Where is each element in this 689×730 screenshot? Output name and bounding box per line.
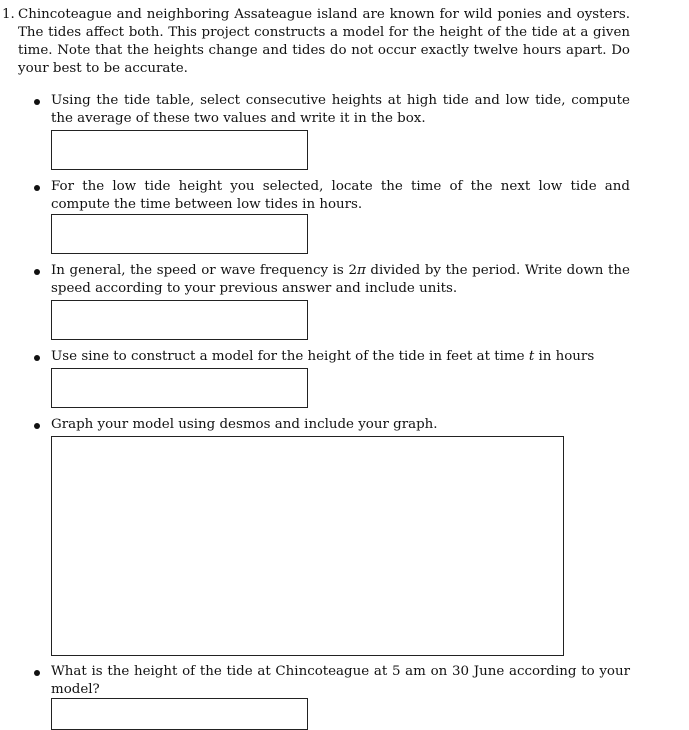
speed-answer-box[interactable] [51,300,308,340]
period-answer-box[interactable] [51,214,308,254]
graph-answer-box[interactable] [51,436,564,656]
problem-1 [0,6,630,78]
bullet-icon [34,423,40,429]
average-answer-box[interactable] [51,130,308,170]
item-text: Graph your model using desmos and include your graph. [51,417,438,432]
item-text: What is the height of the tide at Chincoteague at 5 am on 30 June according to your model? [51,664,630,697]
tide-height-answer-box[interactable] [51,698,308,730]
list-item-model [34,348,630,366]
item-text: Using the tide table, select consecutive heights at high tide and low tide, compute the average of these two values and write it in the box. [51,93,630,126]
list-item-height [34,663,630,699]
problem-intro: Chincoteague and neighboring Assateague island are known for wild ponies and oysters. The tides affect both. This project constructs a model for the height of the tide at a given time. Note that the heights change and tides do not occur exactly twelve hours apart. Do your best to be accurate. [18,7,630,76]
bullet-icon [34,269,40,275]
model-answer-box[interactable] [51,368,308,408]
list-item-period [34,178,630,214]
list-item-average [34,92,630,128]
bullet-icon [34,185,40,191]
item-text: Use sine to construct a model for the height of the tide in feet at time t in hours [51,349,595,364]
item-text: For the low tide height you selected, locate the time of the next low tide and compute the time between low tides in hours. [51,179,630,212]
bullet-icon [34,99,40,105]
list-item-speed [34,262,630,298]
bullet-icon [34,670,40,676]
problem-number: 1. [2,7,15,22]
bullet-icon [34,355,40,361]
item-text: In general, the speed or wave frequency is 2π divided by the period. Write down the speed according to your previous answer and include units. [51,263,630,296]
list-item-graph [34,416,630,434]
